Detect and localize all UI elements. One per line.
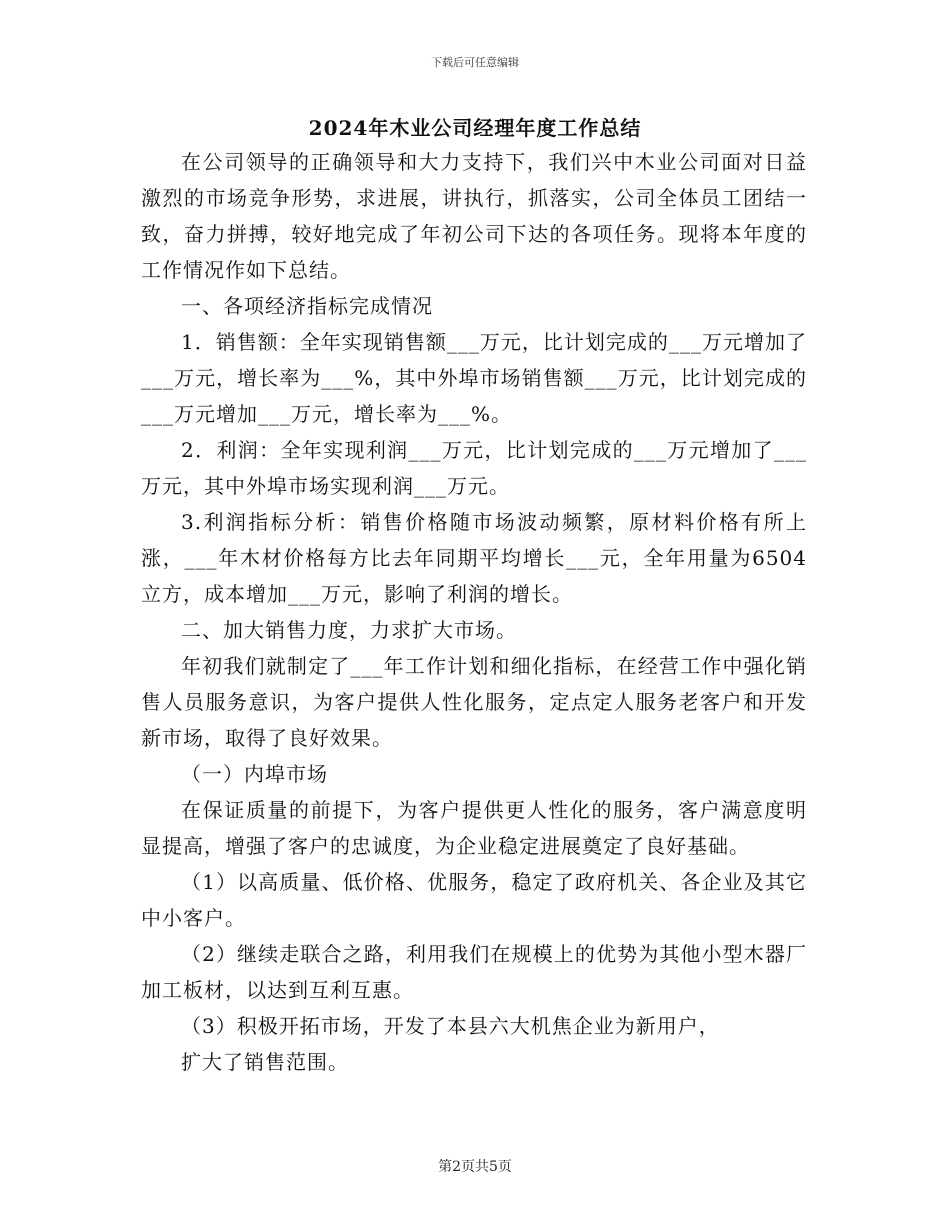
section-1-heading: 一、各项经济指标完成情况 — [181, 294, 433, 318]
section-2-heading: 二、加大销售力度，力求扩大市场。 — [181, 618, 517, 642]
point-2: （2）继续走联合之路，利用我们在规模上的优势为其他小型木器厂加工板材，以达到互利互惠。 — [141, 942, 807, 1002]
document-body — [141, 144, 807, 1080]
header-note: 下载后可任意编辑 — [431, 56, 519, 69]
subsection-1-heading: （一）内埠市场 — [181, 762, 328, 786]
profit-analysis-item: 3.利润指标分析：销售价格随市场波动频繁，原材料价格有所上涨，___年木材价格每方比去年同期平均增长___元，全年用量为6504立方，成本增加___万元，影响了利润的增长。 — [141, 510, 807, 606]
subsection-1-body: 在保证质量的前提下，为客户提供更人性化的服务，客户满意度明显提高，增强了客户的忠诚度，为企业稳定进展奠定了良好基础。 — [141, 798, 807, 858]
page-number: 第2页共5页 — [438, 1159, 512, 1175]
point-3-line-2: 扩大了销售范围。 — [181, 1050, 349, 1074]
section-2-body: 年初我们就制定了___年工作计划和细化指标，在经营工作中强化销售人员服务意识，为客户提供人性化服务，定点定人服务老客户和开发新市场，取得了良好效果。 — [141, 654, 807, 750]
point-1: （1）以高质量、低价格、优服务，稳定了政府机关、各企业及其它中小客户。 — [141, 870, 807, 930]
sales-item: 1．销售额：全年实现销售额___万元，比计划完成的___万元增加了___万元，增长率为___%，其中外埠市场销售额___万元，比计划完成的___万元增加___万元，增长率为___%。 — [141, 330, 807, 426]
point-3-line-1: （3）积极开拓市场，开发了本县六大机焦企业为新用户， — [181, 1014, 720, 1038]
document-title: 2024年木业公司经理年度工作总结 — [308, 116, 642, 140]
intro-paragraph: 在公司领导的正确领导和大力支持下，我们兴中木业公司面对日益激烈的市场竞争形势，求进展，讲执行，抓落实，公司全体员工团结一致，奋力拼搏，较好地完成了年初公司下达的各项任务。现将本年度的工作情况作如下总结。 — [141, 150, 807, 282]
profit-item: 2．利润：全年实现利润___万元，比计划完成的___万元增加了___万元，其中外埠市场实现利润___万元。 — [141, 438, 807, 498]
